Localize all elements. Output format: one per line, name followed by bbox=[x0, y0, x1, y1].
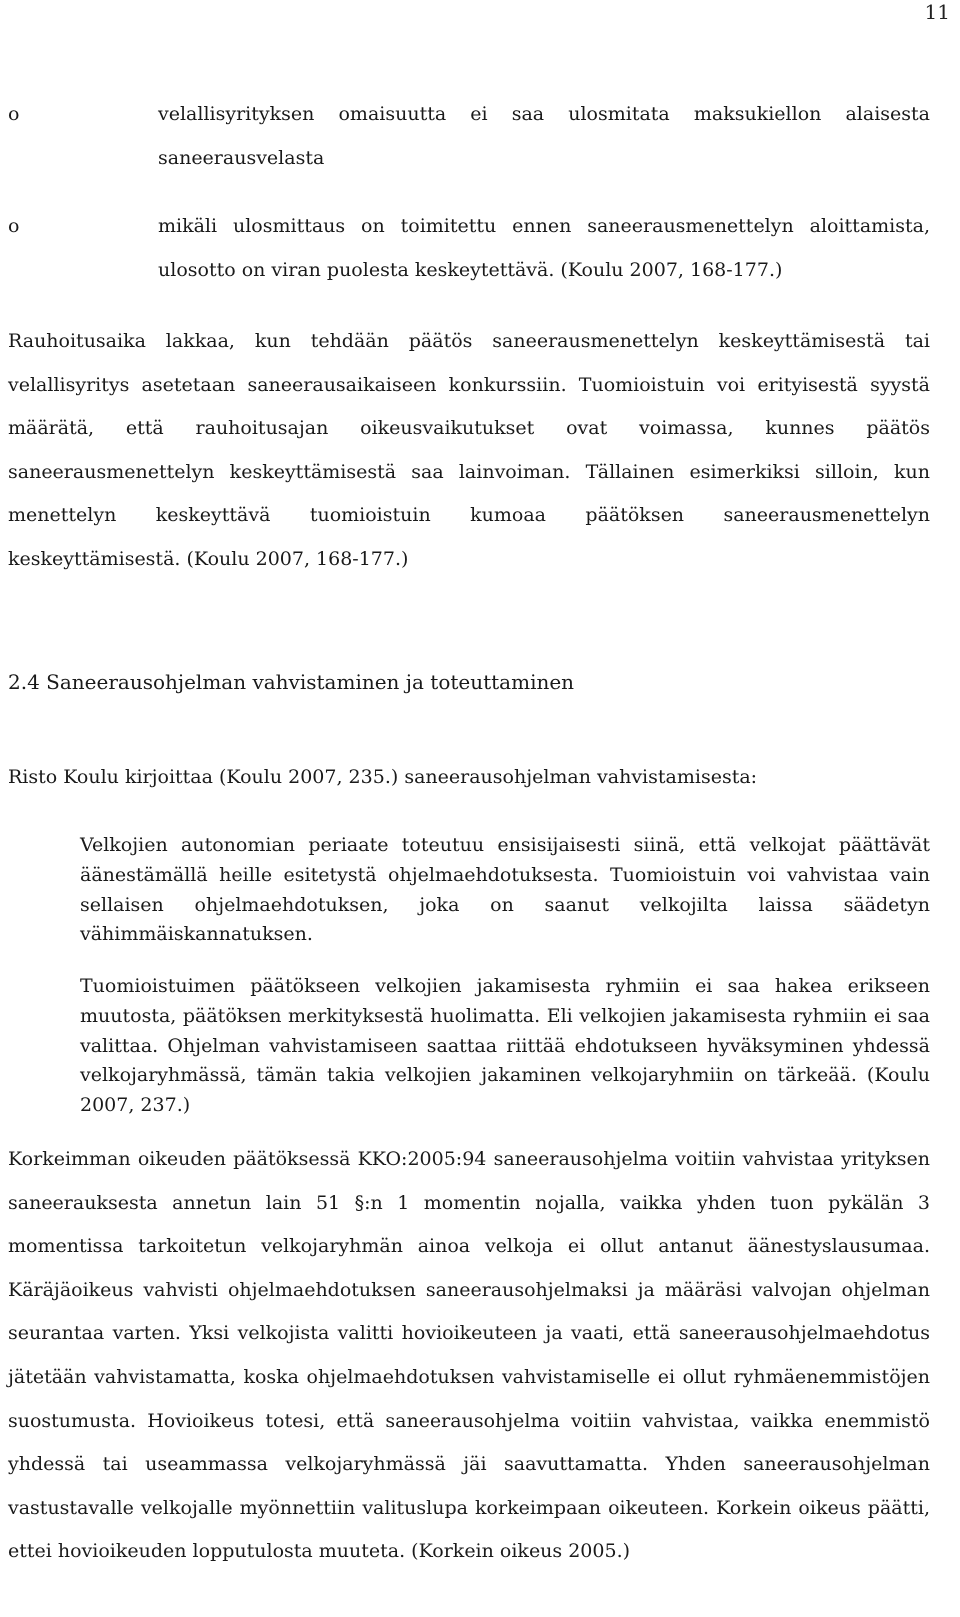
paragraph-rauhoitusaika: Rauhoitusaika lakkaa, kun tehdään päätös saneerausmenettelyn keskeyttämisestä tai velallisyritys asetetaan saneerausaikaiseen konkurssiin. Tuomioistuin voi erityisestä syystä määrätä, että rauhoitusajan oikeusvaikutukset ovat voimassa, kunnes päätös saneerausmenettelyn keskeyttämisestä saa lainvoiman. Tällainen esimerkiksi silloin, kun menettelyn keskeyttävä tuomioistuin kumoaa päätöksen saneerausmenettelyn keskeyttämisestä. (Koulu 2007, 168-177.) bbox=[8, 330, 930, 570]
bullet-text: mikäli ulosmittaus on toimitettu ennen saneerausmenettelyn aloittamista, ulosotto on viran puolesta keskeytettävä. (Koulu 2007, 168-177.) bbox=[158, 215, 930, 281]
block-quote: Tuomioistuimen päätökseen velkojien jakamisesta ryhmiin ei saa hakea erikseen muutosta, päätöksen merkityksestä huolimatta. Eli velkojien jakamisesta ryhmiin ei saa valittaa. Ohjelman vahvistamiseen saattaa riittää ehdotukseen hyväksyminen yhdessä velkojaryhmässä, tämän takia velkojien jakaminen velkojaryhmiin on tärkeää. (Koulu 2007, 237.) bbox=[80, 975, 930, 1117]
section-heading: 2.4 Saneerausohjelman vahvistaminen ja toteuttaminen bbox=[8, 670, 575, 694]
page-number: 11 bbox=[924, 0, 950, 24]
bullet-list bbox=[8, 92, 930, 316]
bullet-text: velallisyrityksen omaisuutta ei saa ulosmitata maksukiellon alaisesta saneerausvelasta bbox=[158, 103, 930, 169]
paragraph-kko: Korkeimman oikeuden päätöksessä KKO:2005:94 saneerausohjelma voitiin vahvistaa yrityksen saneerauksesta annetun lain 51 §:n 1 momentin nojalla, vaikka yhden tuon pykälän 3 momentissa tarkoitetun velkojaryhmän ainoa velkoja ei ollut antanut äänestyslausumaa. Käräjäoikeus vahvisti ohjelmaehdotuksen saneerausohjelmaksi ja määräsi valvojan ohjelman seurantaa varten. Yksi velkojista valitti hovioikeuteen ja vaati, että saneerausohjelmaehdotus jätetään vahvistamatta, koska ohjelmaehdotuksen vahvistamiselle ei ollut ryhmäenemmistöjen suostumusta. Hovioikeus totesi, että saneerausohjelma voitiin vahvistaa, vaikka enemmistö yhdessä tai useammassa velkojaryhmässä jäi saavuttamatta. Yhden saneerausohjelman vastustavalle velkojalle myönnettiin valituslupa korkeimpaan oikeuteen. Korkein oikeus päätti, ettei hovioikeuden lopputulosta muuteta. (Korkein oikeus 2005.) bbox=[8, 1148, 930, 1563]
bullet-item bbox=[8, 92, 930, 180]
bullet-marker: o bbox=[8, 103, 20, 125]
block-quote: Velkojien autonomian periaate toteutuu ensisijaisesti siinä, että velkojat päättävät äänestämällä heille esitetystä ohjelmaehdotuksesta. Tuomioistuin voi vahvistaa vain sellaisen ohjelmaehdotuksen, joka on saanut velkojilta laissa säädetyn vähimmäiskannatuksen. bbox=[80, 834, 930, 946]
bullet-marker: o bbox=[8, 215, 20, 237]
bullet-item bbox=[8, 204, 930, 292]
intro-paragraph: Risto Koulu kirjoittaa (Koulu 2007, 235.) saneerausohjelman vahvistamisesta: bbox=[8, 766, 758, 788]
